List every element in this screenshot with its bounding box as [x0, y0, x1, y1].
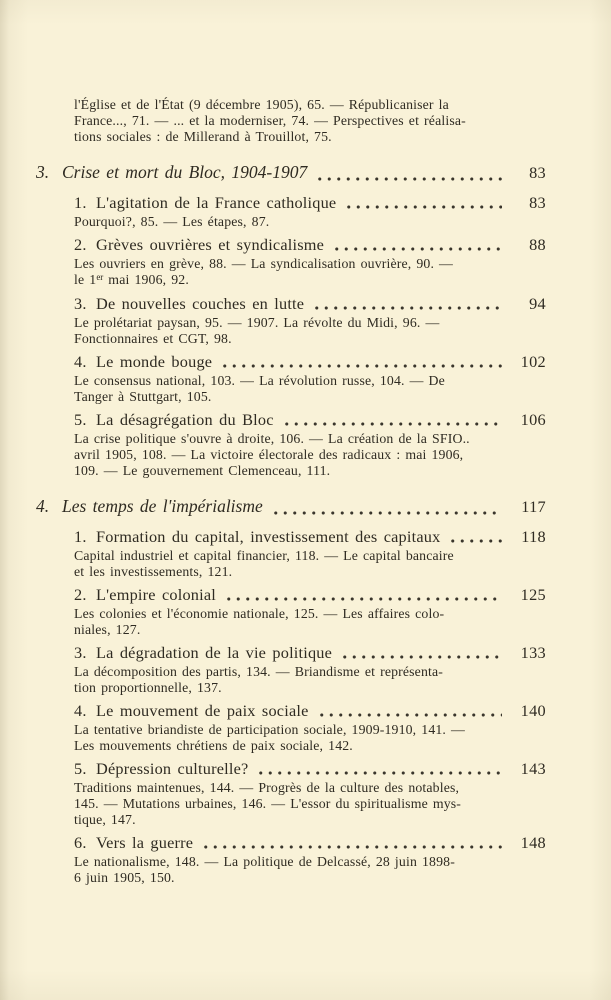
entry-row — [74, 643, 546, 663]
entry-title: Grèves ouvrières et syndicalisme — [96, 235, 325, 254]
entry-title: Le monde bouge — [96, 352, 213, 371]
entry-page-number: 118 — [521, 527, 546, 546]
entry-number: 3. — [74, 643, 87, 662]
dot-leader — [282, 422, 502, 426]
entry-note-line: Traditions maintenues, 144. — Progrès de la culture des notables, — [74, 780, 460, 795]
entry-title: Le mouvement de paix sociale — [96, 701, 309, 720]
chapter-page-number: 83 — [529, 163, 546, 182]
entry-number: 3. — [74, 294, 87, 313]
toc-entry — [74, 235, 546, 289]
entry-note-line: 145. — Mutations urbaines, 146. — L'essor du spiritualisme mys- — [74, 796, 462, 811]
chapter-title: Les temps de l'impérialisme — [62, 496, 263, 516]
entry-page-number: 140 — [520, 701, 546, 720]
dot-leader — [340, 655, 502, 659]
chapter-heading-row — [36, 494, 546, 519]
toc-entry — [74, 759, 546, 828]
dot-leader — [317, 713, 502, 717]
entry-note-line: 6 juin 1905, 150. — [74, 870, 175, 885]
toc-entry — [74, 410, 546, 479]
dot-leader — [256, 771, 502, 775]
chapter-title: Crise et mort du Bloc, 1904-1907 — [62, 162, 308, 182]
carryover-line: France..., 71. — ... et la moderniser, 74. — Perspectives et réalisa- — [74, 113, 466, 128]
toc-entry — [74, 193, 546, 230]
entry-note-line: Les colonies et l'économie nationale, 125. — Les affaires colo- — [74, 606, 445, 621]
entry-row — [74, 235, 546, 255]
carryover-line: l'Église et de l'État (9 décembre 1905), 65. — Républicaniser la — [74, 97, 449, 112]
dot-leader — [315, 177, 502, 181]
entry-note-line: La décomposition des partis, 134. — Briandisme et représenta- — [74, 664, 444, 679]
entry-number: 4. — [74, 701, 87, 720]
entry-notes — [74, 722, 546, 754]
entry-title: La désagrégation du Bloc — [96, 410, 274, 429]
entry-note-line: Le consensus national, 103. — La révolution russe, 104. — De — [74, 373, 445, 388]
toc-chapter-4 — [36, 494, 546, 886]
carryover-line: tions sociales : de Millerand à Trouillot, 75. — [74, 129, 332, 144]
toc-entry — [74, 527, 546, 580]
toc-content — [36, 97, 546, 891]
dot-leader — [220, 364, 502, 368]
entry-notes — [74, 373, 546, 405]
entry-page-number: 133 — [520, 643, 546, 662]
entry-row — [74, 294, 546, 314]
entry-number: 2. — [74, 585, 87, 604]
entry-notes — [74, 315, 546, 347]
dot-leader — [312, 306, 502, 310]
entry-number: 4. — [74, 352, 87, 371]
entry-note-line: Fonctionnaires et CGT, 98. — [74, 331, 232, 346]
entry-title: De nouvelles couches en lutte — [96, 294, 305, 313]
toc-entry — [74, 585, 546, 638]
chapter-page-number: 117 — [521, 497, 546, 516]
ordinal-superscript: er — [96, 272, 104, 282]
toc-entry — [74, 701, 546, 754]
entry-number: 2. — [74, 235, 87, 254]
entry-title: La dégradation de la vie politique — [96, 643, 333, 662]
entry-note-line: tique, 147. — [74, 812, 136, 827]
entry-note-line: Tanger à Stuttgart, 105. — [74, 389, 212, 404]
toc-entry — [74, 833, 546, 886]
entry-note-line: Le nationalisme, 148. — La politique de Delcassé, 28 juin 1898- — [74, 854, 455, 869]
entry-row — [74, 833, 546, 853]
entry-page-number: 83 — [529, 193, 546, 212]
entry-number: 5. — [74, 759, 87, 778]
note-text: le 1 — [74, 272, 97, 287]
dot-leader — [332, 247, 502, 251]
entry-number: 6. — [74, 833, 87, 852]
entry-notes — [74, 548, 546, 580]
entry-title: Formation du capital, investissement des capitaux — [96, 527, 441, 546]
entry-note-line: 109. — Le gouvernement Clemenceau, 111. — [74, 463, 331, 478]
entry-row — [74, 701, 546, 721]
toc-chapter-3 — [36, 160, 546, 479]
entry-page-number: 106 — [520, 410, 546, 429]
entry-page-number: 102 — [520, 352, 546, 371]
entry-note-line: avril 1905, 108. — La victoire électorale des radicaux : mai 1906, — [74, 447, 464, 462]
entry-note-line: Le prolétariat paysan, 95. — 1907. La révolte du Midi, 96. — — [74, 315, 440, 330]
entry-page-number: 125 — [520, 585, 546, 604]
note-text: mai 1906, 92. — [103, 272, 189, 287]
entry-title: L'empire colonial — [96, 585, 216, 604]
entry-number: 1. — [74, 193, 87, 212]
entry-title: L'agitation de la France catholique — [96, 193, 337, 212]
entry-title: Vers la guerre — [96, 833, 194, 852]
chapter-number: 4. — [36, 496, 50, 516]
entry-note-line: Les ouvriers en grève, 88. — La syndicalisation ouvrière, 90. — — [74, 256, 454, 271]
entry-row — [74, 352, 546, 372]
entry-row — [74, 410, 546, 430]
toc-entry — [74, 643, 546, 696]
toc-entry — [74, 352, 546, 405]
entry-row — [74, 759, 546, 779]
entry-note-line: niales, 127. — [74, 622, 141, 637]
dot-leader — [344, 205, 502, 209]
entry-number: 1. — [74, 527, 87, 546]
entry-note-line: Les mouvements chrétiens de paix sociale, 142. — [74, 738, 353, 753]
entry-page-number: 88 — [529, 235, 546, 254]
entry-notes — [74, 431, 546, 479]
entry-notes — [74, 664, 546, 696]
entry-note-line: La crise politique s'ouvre à droite, 106. — La création de la SFIO.. — [74, 431, 470, 446]
entry-number: 5. — [74, 410, 87, 429]
chapter-number: 3. — [36, 162, 50, 182]
entry-page-number: 94 — [529, 294, 546, 313]
entry-note-line: tion proportionnelle, 137. — [74, 680, 222, 695]
entry-notes — [74, 214, 546, 230]
dot-leader — [201, 845, 502, 849]
entry-page-number: 143 — [520, 759, 546, 778]
toc-entry — [74, 294, 546, 347]
dot-leader — [224, 597, 502, 601]
chapter-heading-row — [36, 160, 546, 185]
entry-title: Dépression culturelle? — [96, 759, 249, 778]
dot-leader — [271, 511, 502, 515]
carryover-paragraph — [74, 97, 546, 145]
entry-note-line — [74, 272, 546, 289]
entry-note-line: et les investissements, 121. — [74, 564, 233, 579]
entry-notes — [74, 606, 546, 638]
entry-note-line: Pourquoi?, 85. — Les étapes, 87. — [74, 214, 270, 229]
entry-note-line: La tentative briandiste de participation sociale, 1909-1910, 141. — — [74, 722, 465, 737]
entry-note-line: Capital industriel et capital financier, 118. — Le capital bancaire — [74, 548, 454, 563]
entry-notes — [74, 780, 546, 828]
entry-row — [74, 585, 546, 605]
entry-page-number: 148 — [520, 833, 546, 852]
entry-notes — [74, 256, 546, 289]
entry-row — [74, 193, 546, 213]
entry-notes — [74, 854, 546, 886]
entry-row — [74, 527, 546, 547]
dot-leader — [448, 539, 502, 543]
